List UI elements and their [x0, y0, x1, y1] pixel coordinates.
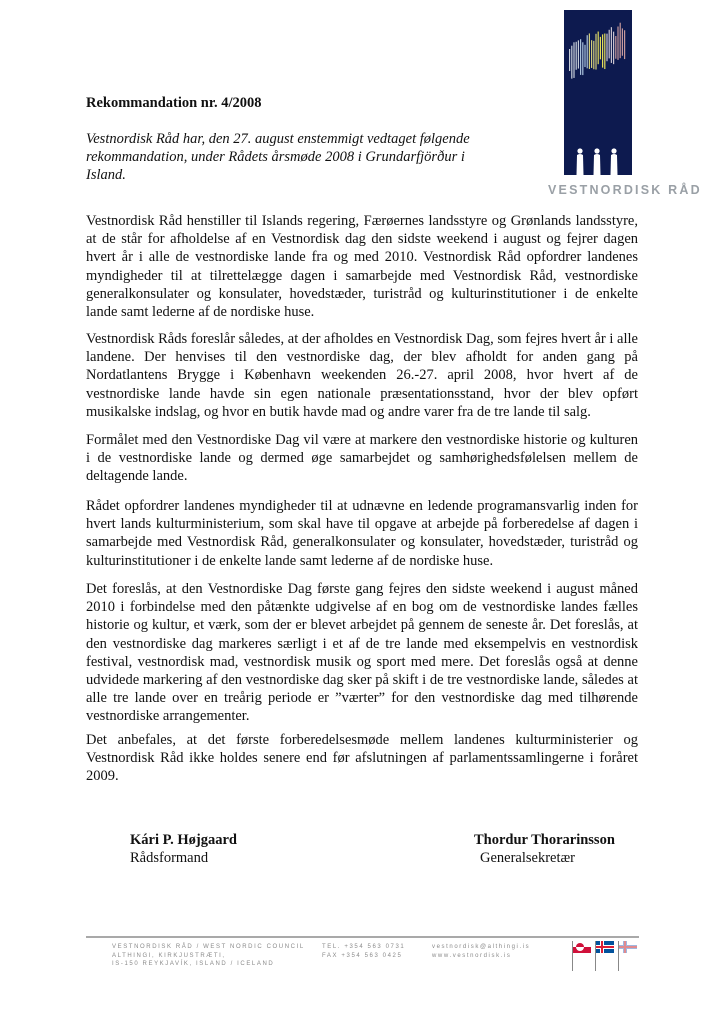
footer-address-line: IS-150 REYKJAVÍK, ISLAND / ICELAND	[112, 961, 275, 967]
aurora-bar	[584, 45, 585, 67]
aurora-bar	[589, 33, 590, 69]
iceland-flag-icon	[596, 941, 614, 953]
aurora-bar	[569, 49, 570, 71]
footer-email-link[interactable]: vestnordisk@althingi.is	[432, 944, 531, 950]
aurora-bar	[604, 34, 605, 70]
aurora-bar	[620, 23, 621, 58]
body-paragraph: Formålet med den Vestnordiske Dag vil være at markere den vestnordiske historie og kulturen i de vestnordiske lande og dermed øge samarbejdet og samhørighedsfølelsen mellem de deltagende lande.	[86, 432, 638, 485]
aurora-bar	[609, 30, 610, 59]
signatory-role: Rådsformand	[130, 850, 209, 866]
aurora-bar	[593, 41, 594, 69]
footer-flags	[572, 941, 642, 971]
aurora-bar	[611, 27, 612, 63]
aurora-bar	[624, 30, 625, 59]
aurora-bar	[595, 34, 596, 70]
signature-block-chair	[130, 831, 237, 867]
document-title: Rekommandation nr. 4/2008	[86, 95, 262, 111]
footer-phone-line: TEL. +354 563 0731	[322, 944, 406, 950]
person-figure	[594, 148, 601, 175]
aurora-bar	[617, 27, 618, 60]
vestnordisk-raad-logo	[564, 10, 632, 175]
signatory-name: Kári P. Højgaard	[130, 832, 238, 848]
aurora-and-figures-icon	[564, 10, 632, 175]
faroe-islands-flag-icon	[619, 941, 637, 953]
person-figure	[611, 148, 618, 175]
aurora-bar	[622, 28, 623, 55]
document-intro: Vestnordisk Råd har, den 27. august enstemmigt vedtaget følgende rekommandation, under Rådets årsmøde 2008 i Grundarfjörður i Island.	[86, 131, 470, 183]
aurora-bar	[582, 42, 583, 75]
aurora-bar	[576, 42, 577, 70]
aurora-bar	[602, 34, 603, 67]
aurora-bar	[571, 46, 572, 79]
aurora-bar	[580, 39, 581, 75]
aurora-bar	[578, 40, 579, 68]
footer-website-link[interactable]: www.vestnordisk.is	[432, 952, 512, 959]
footer-fax-line: FAX +354 563 0425	[322, 952, 403, 959]
aurora-bar	[591, 40, 592, 68]
aurora-bar	[615, 36, 616, 59]
body-paragraph: Vestnordisk Råd henstiller til Islands regering, Færøernes landsstyre og Grønlands landsstyre, at de står for afholdelse af en Vestnordisk dag den sidste weekend i august og fejrer dagen hvert år i alle de vestnordiske lande fra og med 2010. Vestnordisk Råd opfordrer landenes myndigheder til at tilrettelægge dagen i samarbejde med Vestnordisk Råd, vestnordiske generalkonsulater og konsulater, hovedstæder, turistråd og kulturinstitutioner i de enkelte lande samt lederne af de nordiske huse.	[86, 213, 638, 321]
body-paragraph: Det anbefales, at det første forberedelsesmøde mellem landenes kulturministerier og Vestnordisk Råd ikke holdes senere end før afslutningen af parlamentssamlingerne i foråret 2009.	[86, 732, 638, 785]
aurora-bar	[587, 35, 588, 68]
body-paragraph: Det foreslås, at den Vestnordiske Dag første gang fejres den sidste weekend i august måned 2010 i forbindelse med den påtænkte udgivelse af en bog om de vestnordiske landes fælles historie og kultur, et værk, som der er blevet arbejdet på gennem de seneste år. Det foreslås, at den vestnordiske dag markeres særligt i et af de tre lande med eksempelvis en vestnordisk festival, vestnordisk mad, vestnordisk musik og sport med mere. Det foreslås også at denne udvidede markering af den vestnordiske dag sker på skift i de tre vestnordiske lande, således at alle tre lande over en treårig periode er ”værter” for den vestnordiske dag med tilhørende vestnordiske arrangementer.	[86, 581, 638, 725]
footer-divider	[86, 936, 639, 938]
signatory-name: Thordur Thorarinsson	[474, 832, 615, 848]
signatory-role: Generalsekretær	[480, 850, 576, 866]
greenland-flag-icon	[573, 941, 591, 953]
footer-address	[112, 943, 305, 969]
logo-wordmark: VESTNORDISK RÅD	[548, 183, 702, 197]
aurora-bar	[613, 32, 614, 65]
body-paragraph: Vestnordisk Råds foreslår således, at der afholdes en Vestnordisk Dag, som fejres hvert år i alle landene. Der henvises til den vestnordiske dag, der blev afholdt for anden gang på Nordatlantens Brygge i København weekenden 26.-27. april 2008, hvor hvert af de vestnordiske lande havde sin egen nationale præsentationsstand, hvor der blev opført musikalske indslag, og hvor en butik havde mad og andre varer fra de tre lande til salg.	[86, 331, 638, 420]
aurora-bar	[598, 32, 599, 65]
aurora-bar	[573, 42, 574, 78]
aurora-bar	[600, 37, 601, 59]
footer-address-line: VESTNORDISK RÅD / WEST NORDIC COUNCIL	[112, 944, 305, 950]
signature-block-secretary	[474, 831, 615, 867]
person-figure	[577, 148, 584, 175]
aurora-bar	[606, 34, 607, 62]
footer-contact	[432, 943, 530, 960]
footer-phone	[322, 943, 405, 960]
footer-address-line: ALTHINGI, KIRKJUSTRÆTI,	[112, 952, 226, 959]
body-paragraph: Rådet opfordrer landenes myndigheder til at udnævne en ledende programansvarlig inden for hvert lands kulturministerium, som skal have til opgave at arbejde på forberedelse af dagen i samarbejde med Vestnordisk Råd, generalkonsulater og konsulater, hovedstæder, turistråd og kulturinstitutioner i de enkelte lande samt lederne af de nordiske huse.	[86, 498, 638, 569]
